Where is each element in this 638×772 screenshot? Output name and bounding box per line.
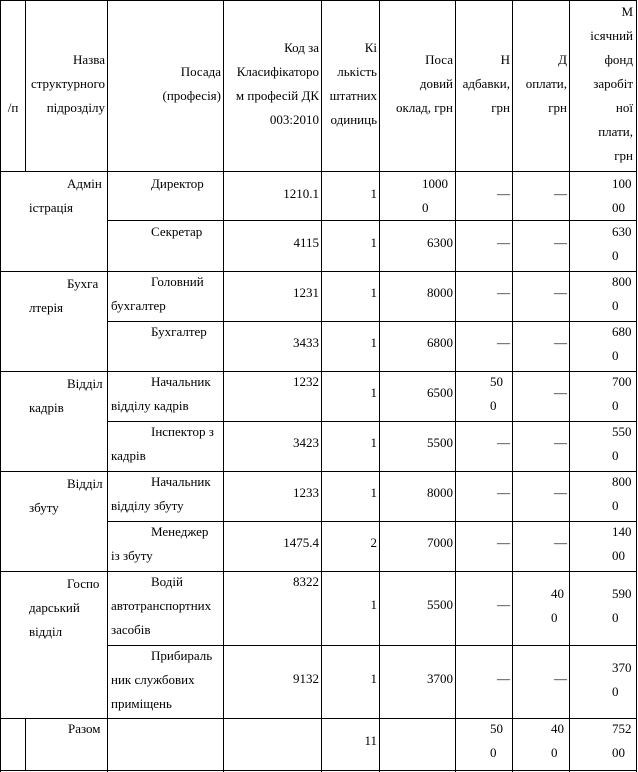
row-extra: —: [554, 671, 567, 686]
grid-line: [0, 471, 637, 472]
row-count: 1: [370, 335, 377, 350]
grid-line: [0, 271, 637, 272]
grid-line: [0, 0, 1, 772]
grid-line: [25, 0, 26, 172]
row-count: 1: [370, 671, 377, 686]
header-code: Код за Класифікаторо м професій ДК 003:2010: [235, 40, 319, 127]
row-fund: 800 0: [612, 274, 632, 313]
row-fund: 140 00: [612, 524, 632, 563]
header-position: Посада (професія): [162, 64, 221, 103]
grid-line: [223, 0, 224, 772]
row-code: 9132: [293, 671, 319, 686]
row-code: 1233: [293, 485, 319, 500]
row-count: 2: [370, 535, 377, 550]
row-bonus: 50 0: [490, 374, 503, 413]
row-extra: —: [554, 285, 567, 300]
row-extra: —: [554, 385, 567, 400]
row-salary: 3700: [427, 671, 453, 686]
total-bonus: 50 0: [490, 721, 503, 760]
row-fund: 100 00: [612, 176, 632, 215]
row-code: 1475.4: [283, 535, 319, 550]
row-fund: 800 0: [612, 474, 632, 513]
header-count: Кі лькість штатних одиниць: [329, 40, 377, 127]
grid-line: [0, 770, 637, 771]
row-bonus: —: [497, 435, 510, 450]
grid-line: [321, 0, 322, 772]
row-count: 1: [370, 485, 377, 500]
row-code: 8322: [293, 574, 319, 589]
row-code: 1210.1: [283, 186, 319, 201]
total-fund: 752 00: [612, 721, 632, 760]
grid-line: [0, 571, 637, 572]
row-salary: 5500: [427, 435, 453, 450]
row-salary: 6500: [427, 385, 453, 400]
row-count: 1: [370, 435, 377, 450]
row-count: 1: [370, 186, 377, 201]
row-position: Начальник відділу збуту: [111, 474, 211, 513]
row-position: Секретар: [151, 224, 203, 239]
grid-line: [455, 0, 456, 772]
grid-line: [25, 718, 26, 771]
grid-line: [107, 645, 637, 646]
row-code: 3423: [293, 435, 319, 450]
header-extra: Д оплати, грн: [525, 52, 567, 115]
row-extra: —: [554, 535, 567, 550]
row-extra: —: [554, 186, 567, 201]
grid-line: [512, 0, 513, 772]
row-fund: 700 0: [612, 374, 632, 413]
unit-sales: Відділ збуту: [29, 476, 103, 515]
header-fund: М ісячний фонд заробіт ної плати, грн: [590, 4, 633, 163]
row-extra: —: [554, 235, 567, 250]
total-label: Разом: [68, 721, 101, 736]
grid-line: [0, 718, 637, 719]
row-bonus: —: [497, 671, 510, 686]
row-position: Бухгалтер: [151, 324, 207, 339]
row-code: 1232: [293, 374, 319, 389]
row-salary: 5500: [427, 597, 453, 612]
total-count: 11: [364, 733, 377, 748]
header-number: /п: [7, 100, 19, 115]
row-extra: —: [554, 435, 567, 450]
row-position: Прибираль ник службових приміщень: [111, 648, 213, 711]
row-fund: 590 0: [612, 586, 632, 625]
grid-line: [636, 0, 637, 772]
row-extra: 40 0: [551, 586, 564, 625]
header-salary: Поса довий оклад, грн: [396, 52, 453, 115]
row-count: 1: [370, 235, 377, 250]
grid-line: [107, 321, 637, 322]
row-bonus: —: [497, 597, 510, 612]
row-count: 1: [370, 597, 377, 612]
grid-line: [0, 0, 637, 1]
row-count: 1: [370, 285, 377, 300]
row-position: Начальник відділу кадрів: [111, 374, 211, 413]
row-bonus: —: [497, 285, 510, 300]
row-bonus: —: [497, 186, 510, 201]
row-extra: —: [554, 485, 567, 500]
grid-line: [107, 220, 637, 221]
row-position: Інспектор з кадрів: [111, 424, 214, 463]
total-extra: 40 0: [551, 721, 564, 760]
row-salary: 6300: [427, 235, 453, 250]
unit-accounting: Бухга лтерія: [29, 276, 99, 315]
grid-line: [107, 521, 637, 522]
unit-maintenance: Госпо дарський відділ: [29, 576, 100, 639]
row-code: 1231: [293, 285, 319, 300]
unit-administration: Адмін істрація: [29, 176, 102, 215]
row-bonus: —: [497, 335, 510, 350]
row-bonus: —: [497, 535, 510, 550]
row-extra: —: [554, 335, 567, 350]
grid-line: [379, 0, 380, 772]
row-salary: 1000 0: [422, 176, 448, 215]
row-salary: 6800: [427, 335, 453, 350]
row-count: 1: [370, 385, 377, 400]
grid-line: [569, 0, 570, 772]
row-fund: 370 0: [612, 660, 632, 699]
grid-line: [0, 171, 637, 172]
row-fund: 550 0: [612, 424, 632, 463]
grid-line: [0, 371, 637, 372]
row-code: 4115: [293, 235, 319, 250]
row-bonus: —: [497, 485, 510, 500]
row-position: Головний бухгалтер: [111, 274, 204, 313]
row-salary: 8000: [427, 285, 453, 300]
header-bonus: Н адбавки, грн: [462, 52, 510, 115]
header-unit: Назва структурного підрозділу: [30, 52, 105, 115]
row-position: Директор: [151, 176, 204, 191]
row-fund: 630 0: [612, 224, 632, 263]
row-position: Водій автотранспортних засобів: [111, 574, 212, 637]
row-salary: 7000: [427, 535, 453, 550]
row-bonus: —: [497, 235, 510, 250]
unit-hr: Відділ кадрів: [29, 376, 103, 415]
row-fund: 680 0: [612, 324, 632, 363]
row-salary: 8000: [427, 485, 453, 500]
row-position: Менеджер із збуту: [111, 524, 209, 563]
grid-line: [107, 421, 637, 422]
row-code: 3433: [293, 335, 319, 350]
grid-line: [107, 0, 108, 772]
